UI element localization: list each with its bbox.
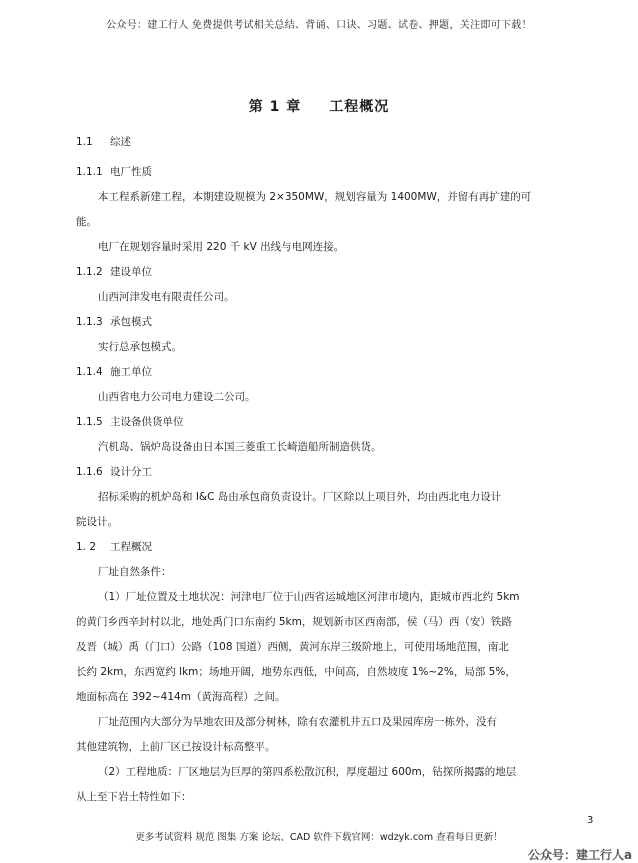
section-title: 主设备供货单位: [110, 416, 184, 428]
section-heading-1-1: [76, 134, 131, 149]
section-title: 建设单位: [110, 266, 152, 278]
section-title: 综述: [110, 136, 131, 148]
paragraph-line: 及晋（城）禹（门口）公路（108 国道）西侧，黄河东岸三级阶地上，可使用场地范围，南北: [76, 641, 509, 653]
paragraph-line: 院设计。: [76, 516, 118, 528]
chapter-number: 第 1 章: [248, 99, 302, 115]
paragraph-line: 地面标高在 392~414m（黄海高程）之间。: [76, 691, 286, 703]
section-heading-1-1-2: [76, 264, 152, 279]
section-number: 1. 2: [76, 541, 97, 553]
section-number: 1.1.6: [76, 466, 103, 478]
paragraph-line: 本工程系新建工程，本期建设规模为 2×350MW，规划容量为 1400MW，并留有再扩建的可: [98, 191, 532, 203]
section-heading-1-1-5: [76, 414, 184, 429]
section-number: 1.1.1: [76, 166, 103, 178]
page-number: 3: [587, 815, 594, 826]
section-heading-1-1-3: [76, 314, 152, 329]
paragraph-line: 其他建筑物，上前厂区已按设计标高整平。: [76, 741, 276, 753]
section-title: 承包模式: [110, 316, 152, 328]
paragraph-line: 的黄门乡西辛封村以北，地处禹门口东南约 5km，规划新市区西南部，侯（马）西（安）铁路: [76, 616, 512, 628]
section-title: 工程概况: [110, 541, 152, 553]
paragraph-line: （2）工程地质：厂区地层为巨厚的第四系松散沉积，厚度超过 600m，钻探所揭露的地层: [98, 766, 517, 778]
section-title: 施工单位: [110, 366, 152, 378]
paragraph-line: 从上至下岩土特性如下：: [76, 791, 192, 803]
section-number: 1.1: [76, 136, 93, 148]
section-heading-1-1-1: [76, 164, 152, 179]
chapter-name: 工程概况: [329, 99, 390, 115]
section-number: 1.1.4: [76, 366, 103, 378]
page-footer: 更多考试资料 规范 图集 方案 论坛、CAD 软件下载官网：wdzyk.com 查看每日更新！: [135, 832, 503, 843]
chapter-title: [0, 96, 638, 116]
section-heading-1-1-4: [76, 364, 152, 379]
paragraph-line: 厂址范围内大部分为旱地农田及部分树林，除有农灌机井五口及果园库房一栋外，没有: [98, 716, 497, 728]
section-heading-1-1-6: [76, 464, 152, 479]
paragraph: 山西省电力公司电力建设二公司。: [98, 391, 256, 403]
section-title: 设计分工: [110, 466, 152, 478]
section-number: 1.1.2: [76, 266, 103, 278]
section-number: 1.1.3: [76, 316, 103, 328]
section-title: 电厂性质: [110, 166, 152, 178]
paragraph: 厂址自然条件：: [98, 566, 172, 578]
section-heading-1-2: [76, 539, 152, 554]
paragraph-line: （1）厂址位置及土地状况：河津电厂位于山西省运城地区河津市境内，距城市西北约 5km: [98, 591, 520, 603]
page-header: 公众号：建工行人 免费提供考试相关总结、背诵、口诀、习题、试卷、押题，关注即可下载！: [106, 20, 532, 31]
watermark: 公众号：建工行人a: [528, 848, 633, 862]
paragraph-line: 长约 2km，东西宽约 lkm；场地开阔，地势东西低，中间高，自然坡度 1%~2%，局部 5%，: [76, 666, 516, 678]
paragraph: 山西河津发电有限责任公司。: [98, 291, 235, 303]
paragraph-line: 招标采购的机炉岛和 I&C 岛由承包商负责设计。厂区除以上项目外，均由西北电力设计: [98, 491, 502, 503]
paragraph: 实行总承包模式。: [98, 341, 182, 353]
paragraph: 汽机岛、锅炉岛设备由日本国三菱重工长崎造船所制造供货。: [98, 441, 382, 453]
section-number: 1.1.5: [76, 416, 103, 428]
paragraph: 电厂在规划容量时采用 220 千 kV 出线与电网连接。: [98, 241, 345, 253]
paragraph-line: 能。: [76, 216, 97, 228]
